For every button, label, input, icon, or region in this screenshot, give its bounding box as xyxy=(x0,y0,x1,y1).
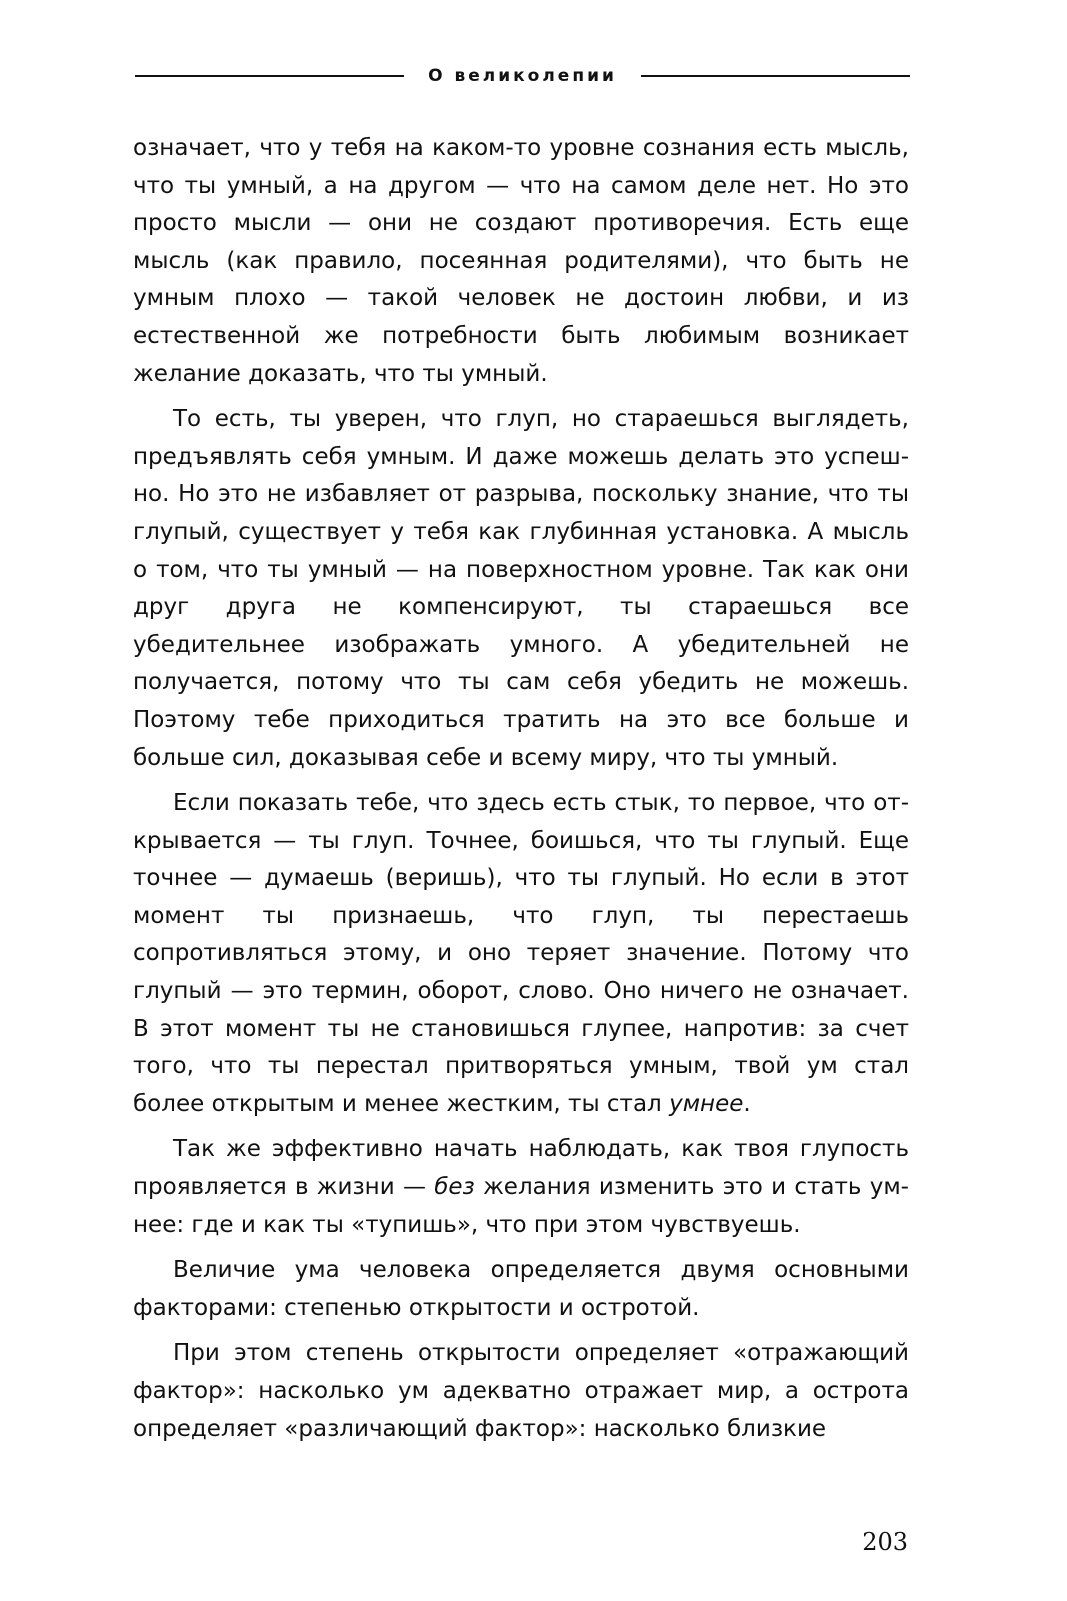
running-head xyxy=(135,60,910,92)
paragraph-text: означает, что у тебя на каком-то уровне сознания есть мысль, что ты умный, а на другом — что на самом деле нет. Но это просто мысли — они не создают противоречия. Есть еще мысль (как правило, посеянная родителями), что быть не умным плохо — такой человек не достоин любви, и из естественной же потребности быть любимым возникает желание доказать, что ты умный. xyxy=(133,135,909,387)
paragraph xyxy=(133,1252,909,1327)
paragraph-text: Величие ума человека определяется двумя основными факторами: степенью открытости и остротой. xyxy=(133,1257,909,1321)
emphasis-text: без xyxy=(434,1174,475,1201)
running-head-title: О великолепии xyxy=(428,66,617,86)
paragraph xyxy=(133,1131,909,1244)
header-rule-left xyxy=(135,75,404,77)
paragraph-text: Так же эффективно начать наблюдать, как твоя глупость проявляется в жизни — xyxy=(133,1136,909,1201)
paragraph xyxy=(133,785,909,1123)
paragraph-text: . xyxy=(743,1090,751,1117)
paragraph-text: При этом степень открытости определяет «отражающий фактор»: насколько ум адекватно отражает мир, а острота определяет «различающий фактор»: насколько близкие xyxy=(133,1340,909,1442)
paragraph xyxy=(133,1335,909,1448)
emphasis-text: умнее xyxy=(669,1090,744,1117)
paragraph-text: То есть, ты уверен, что глуп, но стараешься выглядеть, предъявлять себя умным. И даже можешь делать это успешно. Но это не избавляет от разрыва, поскольку знание, что ты глупый, существует у тебя как глубинная установка. А мысль о том, что ты умный — на поверхностном уровне. Так как они друг друга не компенсируют, ты стараешься все убедительнее изображать умного. А убедительней не получается, потому что ты сам себя убедить не можешь. Поэтому тебе приходиться тратить на это все больше и больше сил, доказывая себе и всему миру, что ты умный. xyxy=(133,406,909,771)
paragraph-text: желания изменить это и стать умнее: где и как ты «тупишь», что при этом чувствуешь. xyxy=(133,1174,909,1238)
paragraph-text: Если показать тебе, что здесь есть стык, то первое, что открывается — ты глуп. Точнее, боишься, что ты глупый. Еще точнее — думаешь (веришь), что ты глупый. Но если в этот момент ты признаешь, что глуп, ты перестаешь сопротивляться этому, и оно теряет значение. Потому что глупый — это термин, оборот, слово. Оно ничего не означает. В этот момент ты не становишься глупее, напротив: за счет того, что ты перестал притворяться умным, твой ум стал более открытым и менее жестким, ты стал xyxy=(133,790,909,1117)
paragraph xyxy=(133,130,909,393)
body-text xyxy=(133,130,909,1456)
page-number: 203 xyxy=(862,1528,908,1556)
header-rule-right xyxy=(641,75,910,77)
paragraph xyxy=(133,401,909,777)
